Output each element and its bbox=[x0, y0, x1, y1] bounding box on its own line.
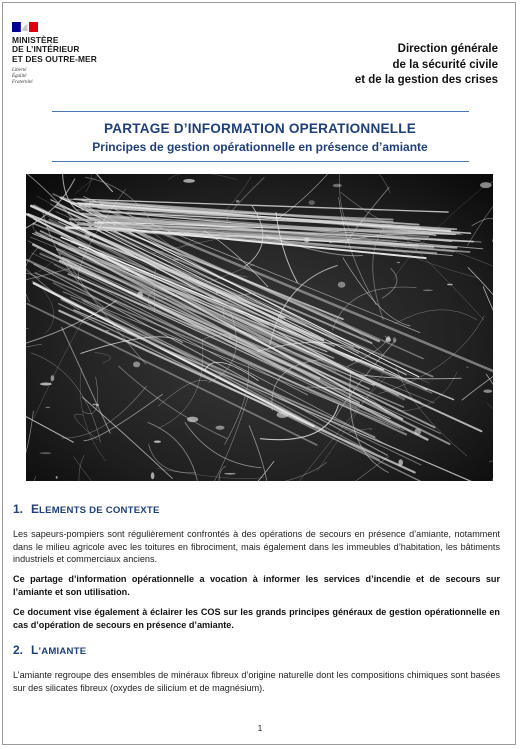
direction-line: de la sécurité civile bbox=[392, 58, 498, 71]
title-rule-top bbox=[52, 111, 469, 112]
motto-line: Fraternité bbox=[12, 80, 33, 85]
section-title-rest: ’AMIANTE bbox=[38, 646, 87, 657]
section-title-initial: L bbox=[31, 643, 39, 657]
section-heading-amiante bbox=[13, 643, 86, 657]
ministry-line: DE L’INTÉRIEUR bbox=[12, 44, 80, 55]
ministry-line: ET DES OUTRE-MER bbox=[12, 53, 97, 64]
document-subtitle: Principes de gestion opérationnelle en présence d’amiante bbox=[92, 140, 428, 154]
section-number: 1. bbox=[13, 502, 24, 516]
direction-block bbox=[355, 42, 498, 89]
paragraph: Les sapeurs-pompiers sont régulièrement confrontés à des opérations de secours en présence d’amiante, notamment dans le milieu agricole avec les toitures en fibrociment, mais également dans les immeubles d’habitation, les bâtiments industriels et commerciaux anciens. bbox=[13, 529, 500, 564]
motto-line: Égalité bbox=[12, 74, 27, 79]
section-title-rest: LEMENTS DE CONTEXTE bbox=[39, 505, 160, 516]
paragraph: L’amiante regroupe des ensembles de minéraux fibreux d’origine naturelle dont les compositions chimiques sont basées sur des silicates fibreux (oxydes de silicium et de magnésium). bbox=[13, 670, 500, 693]
ministry-line: MINISTÈRE bbox=[12, 35, 59, 45]
section-heading-context bbox=[13, 502, 160, 516]
title-rule-bottom bbox=[52, 161, 469, 162]
asbestos-micrograph-image bbox=[26, 174, 493, 481]
document-title: PARTAGE D’INFORMATION OPERATIONNELLE bbox=[103, 121, 417, 136]
page-number: 1 bbox=[257, 723, 263, 733]
section-number: 2. bbox=[13, 643, 24, 657]
section-title-initial: E bbox=[31, 502, 40, 516]
paragraph-bold: Ce document vise également à éclairer les COS sur les grands principes généraux de gestion opérationnelle en cas d’opération de secours en présence d’amiante. bbox=[13, 607, 500, 630]
direction-line: Direction générale bbox=[397, 43, 498, 55]
motto bbox=[12, 68, 33, 86]
motto-line: Liberté bbox=[12, 68, 27, 73]
paragraph-bold: Ce partage d’information opérationnelle a vocation à informer les services d’incendie et de secours sur l’amiante et son utilisation. bbox=[13, 574, 500, 597]
direction-line: et de la gestion des crises bbox=[354, 74, 498, 86]
ministry-name bbox=[12, 36, 132, 64]
marianne-flag-icon bbox=[12, 22, 38, 32]
